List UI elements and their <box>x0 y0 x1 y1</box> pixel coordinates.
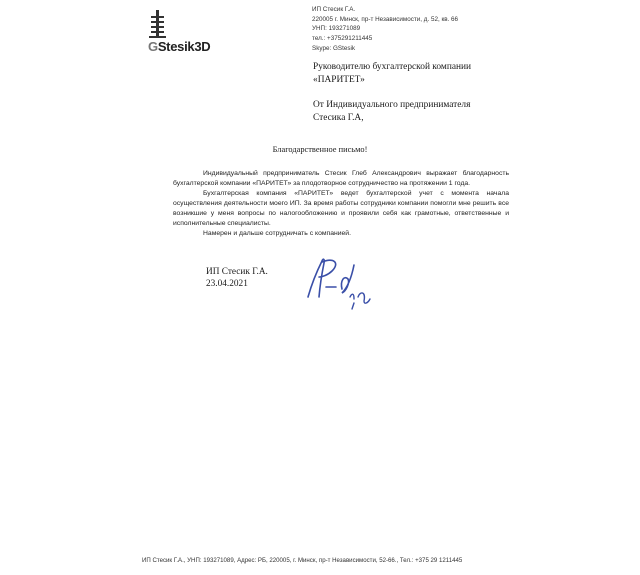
sender-name: ИП Стесик Г.А. <box>312 6 356 13</box>
letter-title: Благодарственное письмо! <box>272 145 368 154</box>
sender-block <box>312 5 458 54</box>
body-paragraph-2: Бухгалтерская компания «ПАРИТЕТ» ведет бухгалтерской учет с момента начала осуществления деятельности моего ИП. За время работы сотрудники компании помогли мне решить все возникшие у меня вопросы по налогообложению и проявили себя как грамотные, ответственные и исполнительные специалисты. <box>173 190 509 227</box>
letter-footer: ИП Стесик Г.А., УНП: 193271089, Адрес: РБ, 220005, г. Минск, пр-т Независимости, 52-66., Тел.: +375 29 1211445 <box>142 557 463 564</box>
sender-unp: УНП: 193271089 <box>312 25 361 33</box>
body-paragraph-3: Намерен и дальше сотрудничать с компанией. <box>203 230 351 237</box>
signoff-name: ИП Стесик Г.А. <box>206 267 268 277</box>
letter-body <box>173 169 509 239</box>
addressee-from: От Индивидуального предпринимателя Стесика Г.А, <box>313 100 471 123</box>
sender-address: 220005 г. Минск, пр-т Независимости, д. 52, кв. 66 <box>312 15 459 23</box>
logo-emblem <box>148 8 248 40</box>
logo-wordmark: GStesik3D <box>148 39 211 54</box>
sender-skype: Skype: GStesik <box>312 44 356 52</box>
signoff-block <box>206 266 268 291</box>
signoff-date: 23.04.2021 <box>206 279 248 290</box>
body-paragraph-1: Индивидуальный предприниматель Стесик Глеб Александрович выражает благодарность бухгалтерской компании «ПАРИТЕТ» за плодотворное сотрудничество на протяжении 1 года. <box>173 170 509 187</box>
handwritten-signature <box>292 253 378 311</box>
sender-phone: тел.: +375291211445 <box>312 35 373 43</box>
company-logo <box>148 8 248 54</box>
addressee-to: Руководителю бухгалтерской компании «ПАРИТЕТ» <box>313 62 472 85</box>
